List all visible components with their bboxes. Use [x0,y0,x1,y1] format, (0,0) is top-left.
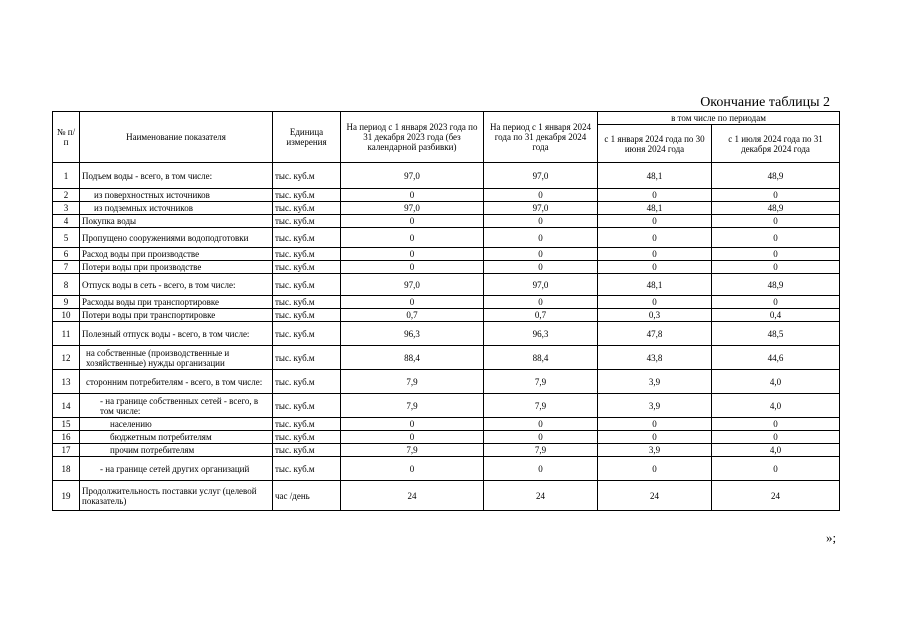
row-value-2023: 7,9 [341,394,484,418]
row-value-h1-2024: 0 [598,215,712,228]
row-value-2024: 0 [484,296,598,309]
row-value-2023: 96,3 [341,322,484,346]
row-value-h1-2024: 0 [598,189,712,202]
water-balance-table [52,111,840,511]
table-row [53,274,840,296]
header-sub-h1: с 1 января 2024 года по 30 июня 2024 года [598,125,712,163]
row-value-2024: 0 [484,215,598,228]
table-caption: Окончание таблицы 2 [700,95,830,110]
row-number: 7 [53,261,80,274]
row-value-2024: 24 [484,481,598,511]
table-row [53,215,840,228]
row-value-2023: 0 [341,431,484,444]
row-value-2023: 0 [341,228,484,248]
row-value-h2-2024: 4,0 [712,370,840,394]
row-number: 9 [53,296,80,309]
row-value-2023: 0,7 [341,309,484,322]
row-value-2024: 88,4 [484,346,598,370]
row-number: 2 [53,189,80,202]
table-row [53,444,840,457]
row-name: бюджетным потребителям [80,431,273,444]
row-value-2024: 0 [484,431,598,444]
row-value-h1-2024: 48,1 [598,163,712,189]
row-value-h2-2024: 48,9 [712,202,840,215]
row-number: 12 [53,346,80,370]
table-row [53,163,840,189]
row-number: 3 [53,202,80,215]
row-number: 1 [53,163,80,189]
table-row [53,481,840,511]
row-value-2023: 0 [341,189,484,202]
row-value-2023: 7,9 [341,370,484,394]
row-value-h1-2024: 0,3 [598,309,712,322]
row-name: Пропущено сооружениями водоподготовки [80,228,273,248]
row-value-2024: 96,3 [484,322,598,346]
row-number: 18 [53,457,80,481]
table-row [53,296,840,309]
table-row [53,248,840,261]
row-value-h1-2024: 0 [598,248,712,261]
row-value-2024: 97,0 [484,274,598,296]
table-row [53,189,840,202]
row-value-h2-2024: 0 [712,418,840,431]
header-num: № п/п [53,112,80,163]
row-name: Расходы воды при транспортировке [80,296,273,309]
row-value-2023: 97,0 [341,202,484,215]
row-name: - на границе собственных сетей - всего, в том числе: [80,394,273,418]
row-value-h2-2024: 0,4 [712,309,840,322]
row-value-2024: 0 [484,418,598,431]
row-value-h2-2024: 48,5 [712,322,840,346]
row-value-2023: 97,0 [341,163,484,189]
row-unit: тыс. куб.м [273,457,341,481]
table-row [53,346,840,370]
row-value-2023: 7,9 [341,444,484,457]
table-row [53,431,840,444]
row-name: Подъем воды - всего, в том числе: [80,163,273,189]
row-name: прочим потребителям [80,444,273,457]
row-name: Потери воды при транспортировке [80,309,273,322]
row-unit: тыс. куб.м [273,215,341,228]
row-unit: тыс. куб.м [273,322,341,346]
row-value-h2-2024: 0 [712,296,840,309]
row-name: Отпуск воды в сеть - всего, в том числе: [80,274,273,296]
row-value-h1-2024: 24 [598,481,712,511]
row-unit: тыс. куб.м [273,370,341,394]
row-value-2023: 0 [341,457,484,481]
row-value-2024: 0 [484,248,598,261]
table-row [53,261,840,274]
row-number: 14 [53,394,80,418]
row-value-2024: 97,0 [484,163,598,189]
row-value-h2-2024: 0 [712,189,840,202]
row-number: 13 [53,370,80,394]
row-value-h2-2024: 0 [712,457,840,481]
row-name: Продолжительность поставки услуг (целевой показатель) [80,481,273,511]
row-value-2024: 97,0 [484,202,598,215]
row-value-h1-2024: 0 [598,296,712,309]
row-unit: тыс. куб.м [273,394,341,418]
row-value-h1-2024: 48,1 [598,274,712,296]
row-value-2024: 7,9 [484,444,598,457]
header-subgroup: в том числе по периодам [598,112,840,125]
row-value-2023: 0 [341,418,484,431]
row-value-2024: 7,9 [484,370,598,394]
row-name: населению [80,418,273,431]
row-value-h2-2024: 4,0 [712,444,840,457]
row-value-h2-2024: 0 [712,431,840,444]
row-name: Расход воды при производстве [80,248,273,261]
header-period-2024: На период с 1 января 2024 года по 31 декабря 2024 года [484,112,598,163]
row-value-h2-2024: 4,0 [712,394,840,418]
row-value-2024: 0 [484,189,598,202]
table-row [53,457,840,481]
row-unit: тыс. куб.м [273,261,341,274]
row-value-2024: 0 [484,228,598,248]
row-number: 19 [53,481,80,511]
closing-quote: »; [826,530,837,545]
row-name: сторонним потребителям - всего, в том числе: [80,370,273,394]
row-value-2024: 0 [484,457,598,481]
row-unit: тыс. куб.м [273,202,341,215]
row-unit: тыс. куб.м [273,444,341,457]
row-value-2023: 97,0 [341,274,484,296]
row-unit: тыс. куб.м [273,418,341,431]
row-value-h1-2024: 0 [598,261,712,274]
table-row [53,394,840,418]
row-name: из поверхностных источников [80,189,273,202]
row-value-2023: 0 [341,215,484,228]
row-name: на собственные (производственные и хозяйственные) нужды организации [80,346,273,370]
row-value-2024: 7,9 [484,394,598,418]
row-value-h2-2024: 44,6 [712,346,840,370]
row-value-h1-2024: 43,8 [598,346,712,370]
row-value-2023: 0 [341,248,484,261]
row-value-h2-2024: 0 [712,215,840,228]
row-number: 4 [53,215,80,228]
row-number: 16 [53,431,80,444]
header-sub-h2: с 1 июля 2024 года по 31 декабря 2024 года [712,125,840,163]
table-row [53,418,840,431]
row-value-h1-2024: 3,9 [598,370,712,394]
row-name: Покупка воды [80,215,273,228]
row-value-h1-2024: 48,1 [598,202,712,215]
row-value-2023: 88,4 [341,346,484,370]
row-value-h1-2024: 3,9 [598,444,712,457]
row-unit: тыс. куб.м [273,274,341,296]
table-row [53,370,840,394]
row-value-h1-2024: 0 [598,431,712,444]
row-number: 17 [53,444,80,457]
row-name: Полезный отпуск воды - всего, в том числе: [80,322,273,346]
row-name: - на границе сетей других организаций [80,457,273,481]
row-value-2023: 0 [341,261,484,274]
row-value-2023: 0 [341,296,484,309]
row-unit: тыс. куб.м [273,431,341,444]
row-value-h1-2024: 0 [598,418,712,431]
table-row [53,322,840,346]
row-number: 6 [53,248,80,261]
row-number: 11 [53,322,80,346]
row-value-h2-2024: 48,9 [712,274,840,296]
row-name: из подземных источников [80,202,273,215]
row-value-h1-2024: 0 [598,228,712,248]
row-unit: тыс. куб.м [273,189,341,202]
header-unit: Единица измерения [273,112,341,163]
row-unit: тыс. куб.м [273,296,341,309]
row-unit: тыс. куб.м [273,309,341,322]
row-unit: тыс. куб.м [273,248,341,261]
row-value-h1-2024: 47,8 [598,322,712,346]
row-number: 5 [53,228,80,248]
row-number: 10 [53,309,80,322]
row-value-h1-2024: 0 [598,457,712,481]
row-unit: тыс. куб.м [273,163,341,189]
row-value-h2-2024: 0 [712,248,840,261]
row-value-h2-2024: 0 [712,228,840,248]
row-value-h2-2024: 48,9 [712,163,840,189]
row-value-h2-2024: 24 [712,481,840,511]
row-value-2023: 24 [341,481,484,511]
row-value-2024: 0 [484,261,598,274]
row-number: 15 [53,418,80,431]
row-name: Потери воды при производстве [80,261,273,274]
row-unit: тыс. куб.м [273,346,341,370]
table-row [53,309,840,322]
row-value-h1-2024: 3,9 [598,394,712,418]
header-period-2023: На период с 1 января 2023 года по 31 декабря 2023 года (без календарной разбивки) [341,112,484,163]
row-value-2024: 0,7 [484,309,598,322]
row-value-h2-2024: 0 [712,261,840,274]
header-name: Наименование показателя [80,112,273,163]
table-row [53,228,840,248]
table-row [53,202,840,215]
row-unit: тыс. куб.м [273,228,341,248]
row-unit: час /день [273,481,341,511]
row-number: 8 [53,274,80,296]
